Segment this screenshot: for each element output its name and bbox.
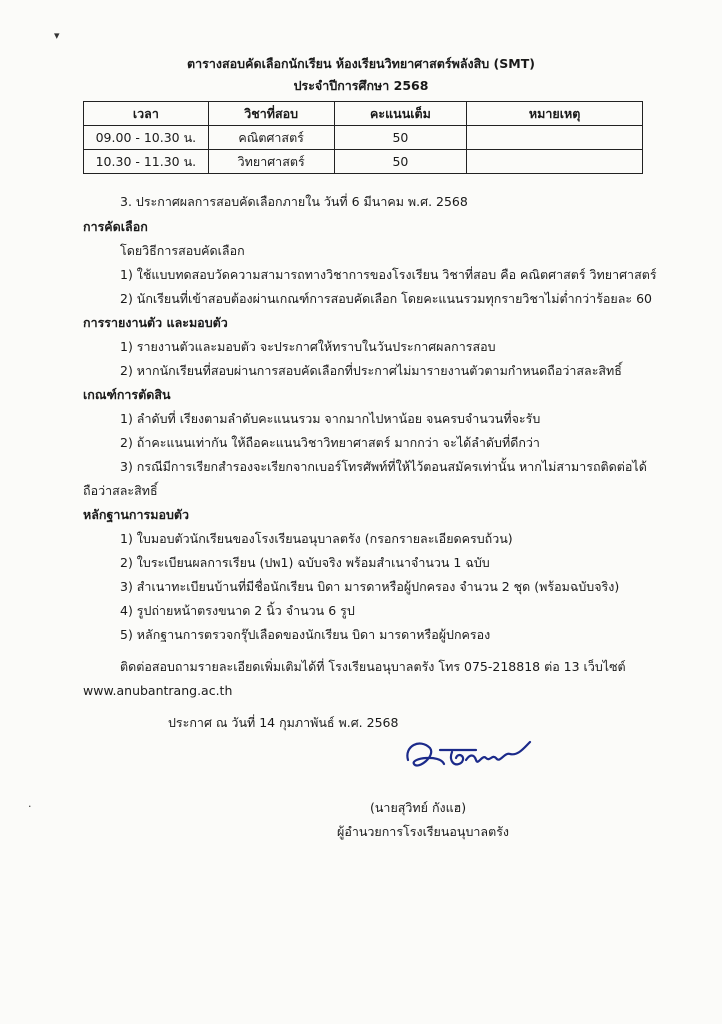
table-row xyxy=(84,126,643,150)
reporting-heading: การรายงานตัว และมอบตัว xyxy=(83,315,228,330)
academic-year: ประจำปีการศึกษา 2568 xyxy=(293,78,429,93)
signature-image xyxy=(400,724,540,784)
reporting-item: 1) รายงานตัวและมอบตัว จะประกาศให้ทราบในวันประกาศผลการสอบ xyxy=(120,339,496,354)
exam-schedule-table xyxy=(83,101,643,174)
selection-item: 2) นักเรียนที่เข้าสอบต้องผ่านเกณฑ์การสอบคัดเลือก โดยคะแนนรวมทุกรายวิชาไม่ต่ำกว่าร้อยละ 60 xyxy=(120,291,652,306)
table-header-row xyxy=(84,102,643,126)
criteria-heading: เกณฑ์การตัดสิน xyxy=(83,387,171,402)
website-link[interactable]: www.anubantrang.ac.th xyxy=(83,683,233,698)
col-header-remarks: หมายเหตุ xyxy=(467,102,643,126)
criteria-item: 3) กรณีมีการเรียกสำรองจะเรียกจากเบอร์โทรศัพท์ที่ให้ไว้ตอนสมัครเท่านั้น หากไม่สามารถติดต่อได้ xyxy=(120,459,647,474)
selection-method: โดยวิธีการสอบคัดเลือก xyxy=(120,243,245,258)
scan-mark: ▾ xyxy=(54,29,60,42)
cell-time: 09.00 - 10.30 น. xyxy=(84,126,209,150)
cell-remarks xyxy=(467,150,643,174)
selection-heading: การคัดเลือก xyxy=(83,219,148,234)
col-header-time: เวลา xyxy=(84,102,209,126)
signatory-position: ผู้อำนวยการโรงเรียนอนุบาลตรัง xyxy=(337,824,510,839)
cell-time: 10.30 - 11.30 น. xyxy=(84,150,209,174)
cell-remarks xyxy=(467,126,643,150)
announcement-date: ประกาศ ณ วันที่ 14 กุมภาพันธ์ พ.ศ. 2568 xyxy=(168,715,399,730)
cell-subject: คณิตศาสตร์ xyxy=(208,126,334,150)
reporting-item: 2) หากนักเรียนที่สอบผ่านการสอบคัดเลือกที่ประกาศไม่มารายงานตัวตามกำหนดถือว่าสละสิทธิ์ xyxy=(120,363,622,378)
col-header-full-score: คะแนนเต็ม xyxy=(334,102,467,126)
criteria-item: 2) ถ้าคะแนนเท่ากัน ให้ถือคะแนนวิชาวิทยาศาสตร์ มากกว่า จะได้ลำดับที่ดีกว่า xyxy=(120,435,540,450)
criteria-item-continuation: ถือว่าสละสิทธิ์ xyxy=(83,483,158,498)
evidence-item: 5) หลักฐานการตรวจกรุ๊ปเลือดของนักเรียน บิดา มารดาหรือผู้ปกครอง xyxy=(120,627,491,642)
evidence-heading: หลักฐานการมอบตัว xyxy=(83,507,190,522)
cell-score: 50 xyxy=(334,126,467,150)
table-row xyxy=(84,150,643,174)
contact-line: ติดต่อสอบถามรายละเอียดเพิ่มเติมได้ที่ โรงเรียนอนุบาลตรัง โทร 075-218818 ต่อ 13 เว็บไซต์ xyxy=(120,659,626,674)
announcement-item: 3. ประกาศผลการสอบคัดเลือกภายใน วันที่ 6 มีนาคม พ.ศ. 2568 xyxy=(120,194,468,209)
cell-score: 50 xyxy=(334,150,467,174)
col-header-subject: วิชาที่สอบ xyxy=(208,102,334,126)
evidence-item: 2) ใบระเบียนผลการเรียน (ปพ1) ฉบับจริง พร้อมสำเนาจำนวน 1 ฉบับ xyxy=(120,555,490,570)
scan-mark: · xyxy=(28,800,32,813)
evidence-item: 3) สำเนาทะเบียนบ้านที่มีชื่อนักเรียน บิดา มารดาหรือผู้ปกครอง จำนวน 2 ชุด (พร้อมฉบับจริง) xyxy=(120,579,620,594)
signatory-name: (นายสุวิทย์ กังแฮ) xyxy=(370,800,467,815)
cell-subject: วิทยาศาสตร์ xyxy=(208,150,334,174)
document-title: ตารางสอบคัดเลือกนักเรียน ห้องเรียนวิทยาศาสตร์พลังสิบ (SMT) xyxy=(187,56,535,71)
evidence-item: 4) รูปถ่ายหน้าตรงขนาด 2 นิ้ว จำนวน 6 รูป xyxy=(120,603,355,618)
evidence-item: 1) ใบมอบตัวนักเรียนของโรงเรียนอนุบาลตรัง (กรอกรายละเอียดครบถ้วน) xyxy=(120,531,513,546)
criteria-item: 1) ลำดับที่ เรียงตามลำดับคะแนนรวม จากมากไปหาน้อย จนครบจำนวนที่จะรับ xyxy=(120,411,541,426)
selection-item: 1) ใช้แบบทดสอบวัดความสามารถทางวิชาการของโรงเรียน วิชาที่สอบ คือ คณิตศาสตร์ วิทยาศาสตร์ xyxy=(120,267,657,282)
